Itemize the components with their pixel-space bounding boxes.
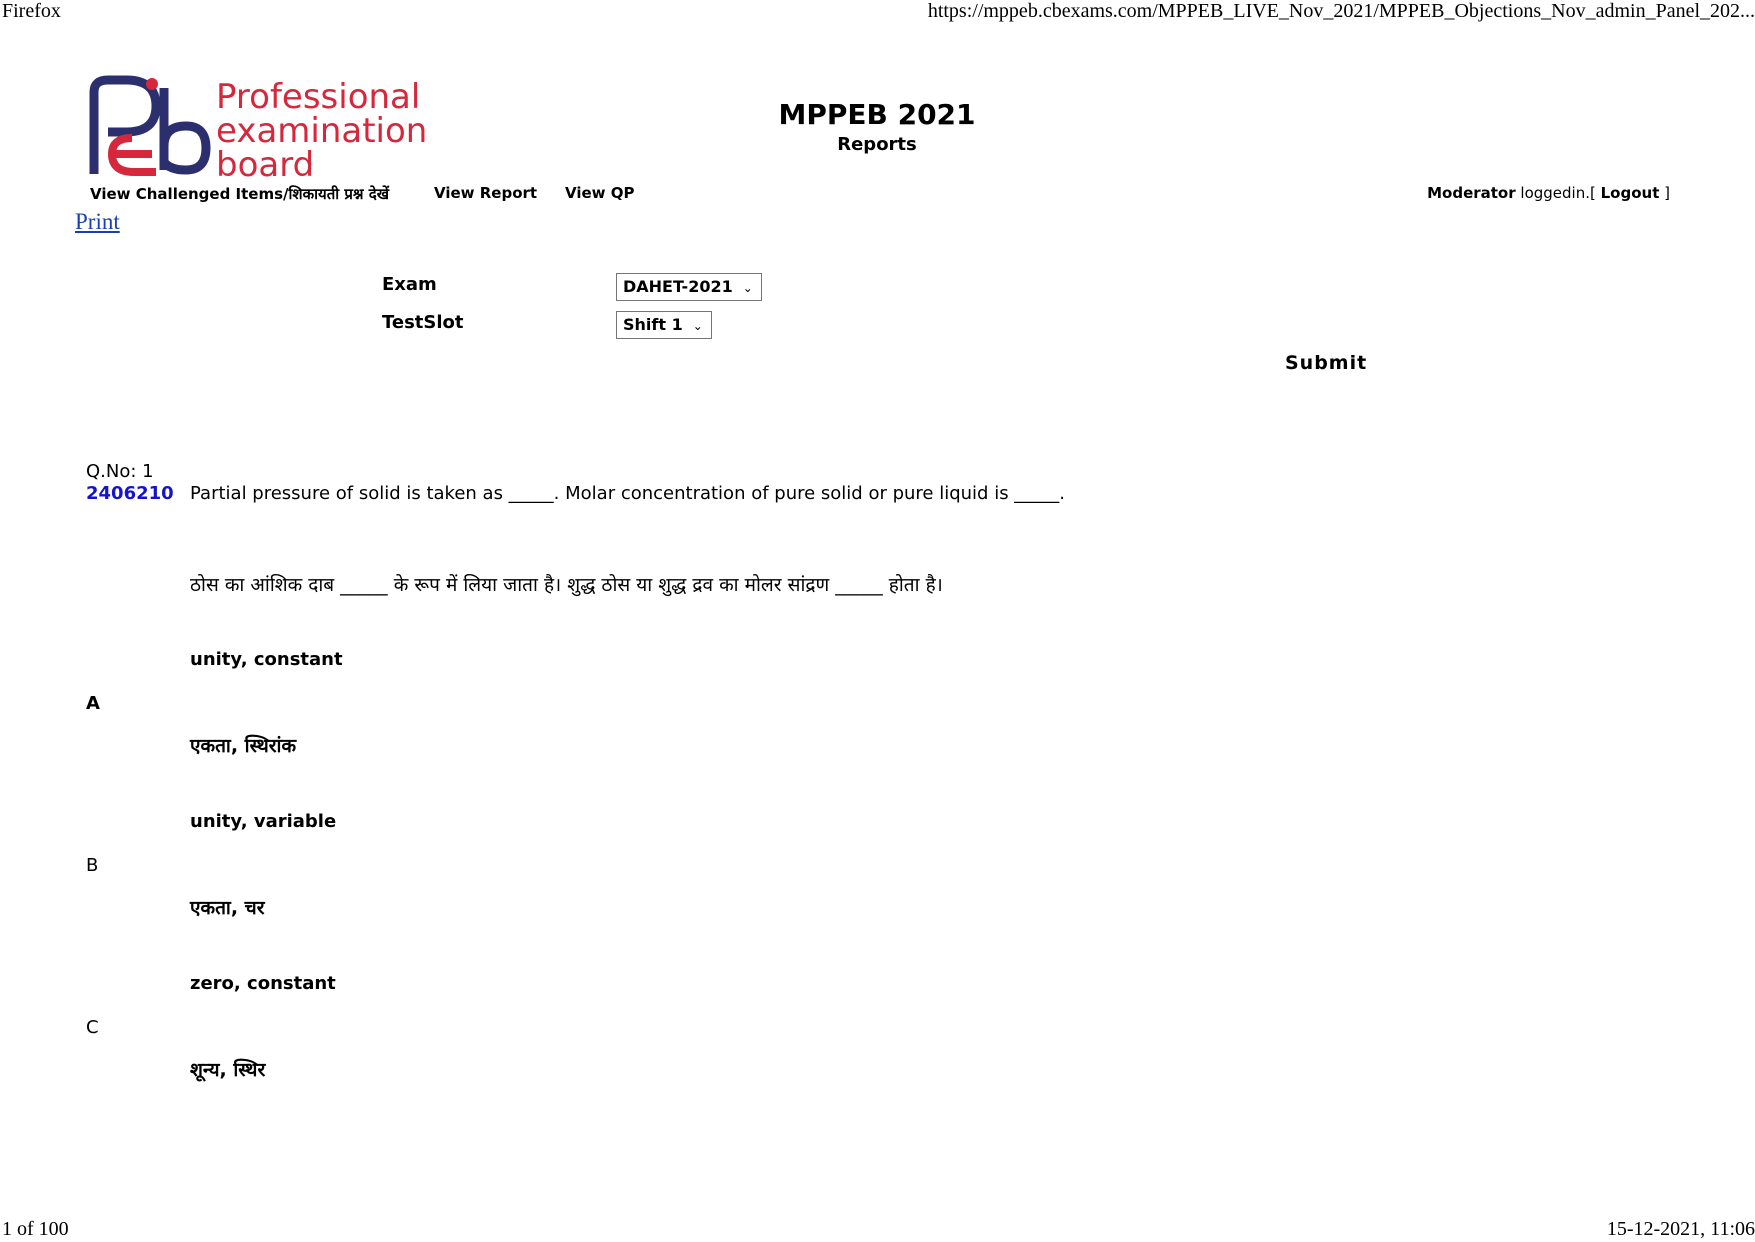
print-footer-datetime: 15-12-2021, 11:06: [1606, 1218, 1755, 1240]
page-subtitle: Reports: [837, 134, 917, 155]
option-b-english: unity, variable: [190, 811, 337, 832]
print-header-browser: Firefox: [2, 0, 61, 22]
option-a-letter: A: [86, 693, 100, 714]
exam-select[interactable]: [616, 273, 762, 301]
logo-line1: Professional: [216, 77, 421, 117]
user-status-text: loggedin.[: [1515, 184, 1601, 202]
option-a-hindi: एकता, स्थिरांक: [190, 735, 297, 757]
option-c-hindi: शून्य, स्थिर: [190, 1059, 266, 1081]
chevron-down-icon: ⌄: [742, 281, 753, 295]
print-link[interactable]: Print: [75, 209, 120, 234]
option-c-english: zero, constant: [190, 973, 336, 994]
print-footer-page-count: 1 of 100: [2, 1218, 69, 1240]
logo-line2: examination: [216, 111, 428, 151]
option-b-letter: B: [86, 855, 99, 876]
chevron-down-icon: ⌄: [692, 319, 703, 333]
peb-logo: [86, 74, 446, 182]
option-c-letter: C: [86, 1017, 99, 1038]
nav-view-challenged-items[interactable]: View Challenged Items/शिकायती प्रश्न देखें: [90, 185, 389, 203]
nav-view-report[interactable]: View Report: [434, 184, 538, 202]
submit-button[interactable]: Submit: [1285, 352, 1368, 374]
user-status: [1427, 184, 1670, 202]
page-title-text: MPPEB 2021: [778, 98, 976, 131]
logo-line3: board: [216, 145, 315, 182]
user-status-close: ]: [1659, 184, 1670, 202]
user-role: Moderator: [1427, 184, 1516, 202]
testslot-select-value: Shift 1: [623, 315, 683, 334]
exam-label: Exam: [382, 274, 437, 295]
question-id: 2406210: [86, 483, 174, 504]
option-b-hindi: एकता, चर: [190, 897, 265, 919]
option-a-english: unity, constant: [190, 649, 343, 670]
exam-select-value: DAHET-2021: [623, 277, 733, 296]
nav-view-qp[interactable]: View QP: [565, 184, 635, 202]
question-number: Q.No: 1: [86, 461, 154, 482]
logout-link[interactable]: Logout: [1600, 184, 1660, 202]
testslot-label: TestSlot: [382, 312, 464, 333]
question-text-english: Partial pressure of solid is taken as _____. Molar concentration of pure solid or pure liquid is _____.: [190, 483, 1066, 504]
print-header-url: https://mppeb.cbexams.com/MPPEB_LIVE_Nov_2021/MPPEB_Objections_Nov_admin_Panel_202...: [927, 0, 1755, 22]
question-text-hindi: ठोस का आंशिक दाब _____ के रूप में लिया जाता है। शुद्ध ठोस या शुद्ध द्रव का मोलर सांद्रण _____ होता है।: [190, 574, 943, 596]
testslot-select[interactable]: [616, 311, 712, 339]
